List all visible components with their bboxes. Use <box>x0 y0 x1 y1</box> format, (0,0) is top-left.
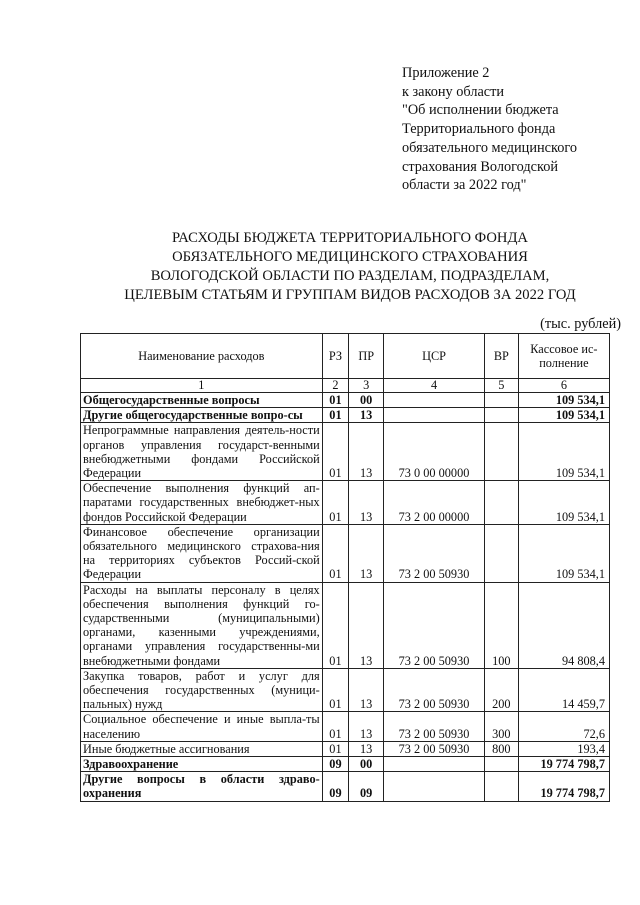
column-index: 4 <box>384 379 485 393</box>
cell-name: Иные бюджетные ассигнования <box>81 741 323 756</box>
title-line: ВОЛОГОДСКОЙ ОБЛАСТИ ПО РАЗДЕЛАМ, ПОДРАЗДЕЛАМ, <box>150 268 550 284</box>
appendix-line: области за 2022 год" <box>402 177 527 194</box>
table-row <box>81 757 610 772</box>
document-title <box>80 229 620 305</box>
title-line: ЦЕЛЕВЫМ СТАТЬЯМ И ГРУППАМ ВИДОВ РАСХОДОВ ЗА 2022 ГОД <box>124 287 576 303</box>
cell-name: Здравоохранение <box>81 757 323 772</box>
column-index: 5 <box>484 379 518 393</box>
column-index: 1 <box>81 379 323 393</box>
cell-rz: 01 <box>322 582 349 668</box>
cell-vr: 800 <box>484 741 518 756</box>
column-index: 3 <box>349 379 384 393</box>
table-row <box>81 524 610 582</box>
cell-name: Общегосударственные вопросы <box>81 393 323 408</box>
table-row <box>81 741 610 756</box>
cell-csr: 73 2 00 50930 <box>384 582 485 668</box>
table-row <box>81 712 610 741</box>
cell-sum: 19 774 798,7 <box>518 757 609 772</box>
header-vr: ВР <box>484 334 518 379</box>
cell-name: Другие вопросы в области здраво-охранения <box>81 772 323 801</box>
appendix-note <box>402 64 627 195</box>
cell-vr <box>484 481 518 525</box>
table-row <box>81 668 610 712</box>
cell-rz: 01 <box>322 408 349 423</box>
cell-csr <box>384 408 485 423</box>
header-csr: ЦСР <box>384 334 485 379</box>
header-rz: РЗ <box>322 334 349 379</box>
header-name: Наименование расходов <box>81 334 323 379</box>
table-row <box>81 582 610 668</box>
title-line: ОБЯЗАТЕЛЬНОГО МЕДИЦИНСКОГО СТРАХОВАНИЯ <box>172 249 528 265</box>
cell-vr <box>484 423 518 481</box>
cell-rz: 09 <box>322 772 349 801</box>
table-row <box>81 393 610 408</box>
cell-sum: 193,4 <box>518 741 609 756</box>
cell-sum: 109 534,1 <box>518 524 609 582</box>
cell-name: Закупка товаров, работ и услуг для обеспечения государственных (муници-пальных) нужд <box>81 668 323 712</box>
cell-csr <box>384 757 485 772</box>
cell-sum: 109 534,1 <box>518 423 609 481</box>
header-pr: ПР <box>349 334 384 379</box>
cell-name: Другие общегосударственные вопро-сы <box>81 408 323 423</box>
cell-vr <box>484 524 518 582</box>
cell-csr: 73 2 00 50930 <box>384 741 485 756</box>
cell-rz: 09 <box>322 757 349 772</box>
cell-vr <box>484 772 518 801</box>
table-row <box>81 772 610 801</box>
cell-csr <box>384 772 485 801</box>
cell-rz: 01 <box>322 668 349 712</box>
cell-rz: 01 <box>322 712 349 741</box>
cell-sum: 109 534,1 <box>518 393 609 408</box>
appendix-line: страхования Вологодской <box>402 158 559 175</box>
cell-rz: 01 <box>322 741 349 756</box>
cell-sum: 14 459,7 <box>518 668 609 712</box>
cell-pr: 13 <box>349 582 384 668</box>
cell-pr: 13 <box>349 668 384 712</box>
cell-rz: 01 <box>322 524 349 582</box>
title-line: РАСХОДЫ БЮДЖЕТА ТЕРРИТОРИАЛЬНОГО ФОНДА <box>172 230 528 246</box>
cell-rz: 01 <box>322 423 349 481</box>
header-sum: Кассовое ис-полнение <box>518 334 609 379</box>
cell-pr: 13 <box>349 408 384 423</box>
column-index: 2 <box>322 379 349 393</box>
cell-pr: 13 <box>349 712 384 741</box>
table-row <box>81 423 610 481</box>
cell-vr: 200 <box>484 668 518 712</box>
units-label: (тыс. рублей) <box>540 316 621 332</box>
cell-sum: 109 534,1 <box>518 481 609 525</box>
cell-csr: 73 2 00 50930 <box>384 524 485 582</box>
cell-rz: 01 <box>322 481 349 525</box>
appendix-line: к закону области <box>402 83 505 100</box>
cell-csr: 73 2 00 00000 <box>384 481 485 525</box>
table-header-row <box>81 334 610 379</box>
cell-sum: 94 808,4 <box>518 582 609 668</box>
appendix-line: Приложение 2 <box>402 65 490 81</box>
cell-name: Непрограммные направления деятель-ности органов управления государст-венными внебюджетными фондами Российской Федерации <box>81 423 323 481</box>
cell-pr: 13 <box>349 481 384 525</box>
cell-pr: 13 <box>349 741 384 756</box>
cell-pr: 09 <box>349 772 384 801</box>
cell-csr: 73 0 00 00000 <box>384 423 485 481</box>
cell-name: Социальное обеспечение и иные выпла-ты населению <box>81 712 323 741</box>
table-row <box>81 408 610 423</box>
table-row <box>81 481 610 525</box>
cell-sum: 72,6 <box>518 712 609 741</box>
cell-name: Обеспечение выполнения функций ап-паратами государственных внебюджет-ных фондов Российской Федерации <box>81 481 323 525</box>
appendix-line: обязательного медицинского <box>402 139 577 156</box>
cell-vr <box>484 408 518 423</box>
cell-csr: 73 2 00 50930 <box>384 712 485 741</box>
cell-rz: 01 <box>322 393 349 408</box>
cell-vr: 300 <box>484 712 518 741</box>
cell-csr <box>384 393 485 408</box>
cell-pr: 13 <box>349 423 384 481</box>
cell-name: Расходы на выплаты персоналу в целях обеспечения выполнения функций го-сударственными (муниципальными) органами, казенными учреждениями, органами управления государственны-ми внебюджетными фондами <box>81 582 323 668</box>
cell-sum: 109 534,1 <box>518 408 609 423</box>
column-index: 6 <box>518 379 609 393</box>
expenditures-table <box>80 333 610 802</box>
cell-pr: 00 <box>349 393 384 408</box>
cell-name: Финансовое обеспечение организации обязательного медицинского страхова-ния на территориях субъектов Россий-ской Федерации <box>81 524 323 582</box>
cell-pr: 00 <box>349 757 384 772</box>
cell-vr <box>484 757 518 772</box>
appendix-line: Территориального фонда <box>402 121 556 138</box>
cell-pr: 13 <box>349 524 384 582</box>
cell-csr: 73 2 00 50930 <box>384 668 485 712</box>
cell-vr <box>484 393 518 408</box>
column-index-row <box>81 379 610 393</box>
cell-vr: 100 <box>484 582 518 668</box>
cell-sum: 19 774 798,7 <box>518 772 609 801</box>
appendix-line: "Об исполнении бюджета <box>402 102 559 119</box>
